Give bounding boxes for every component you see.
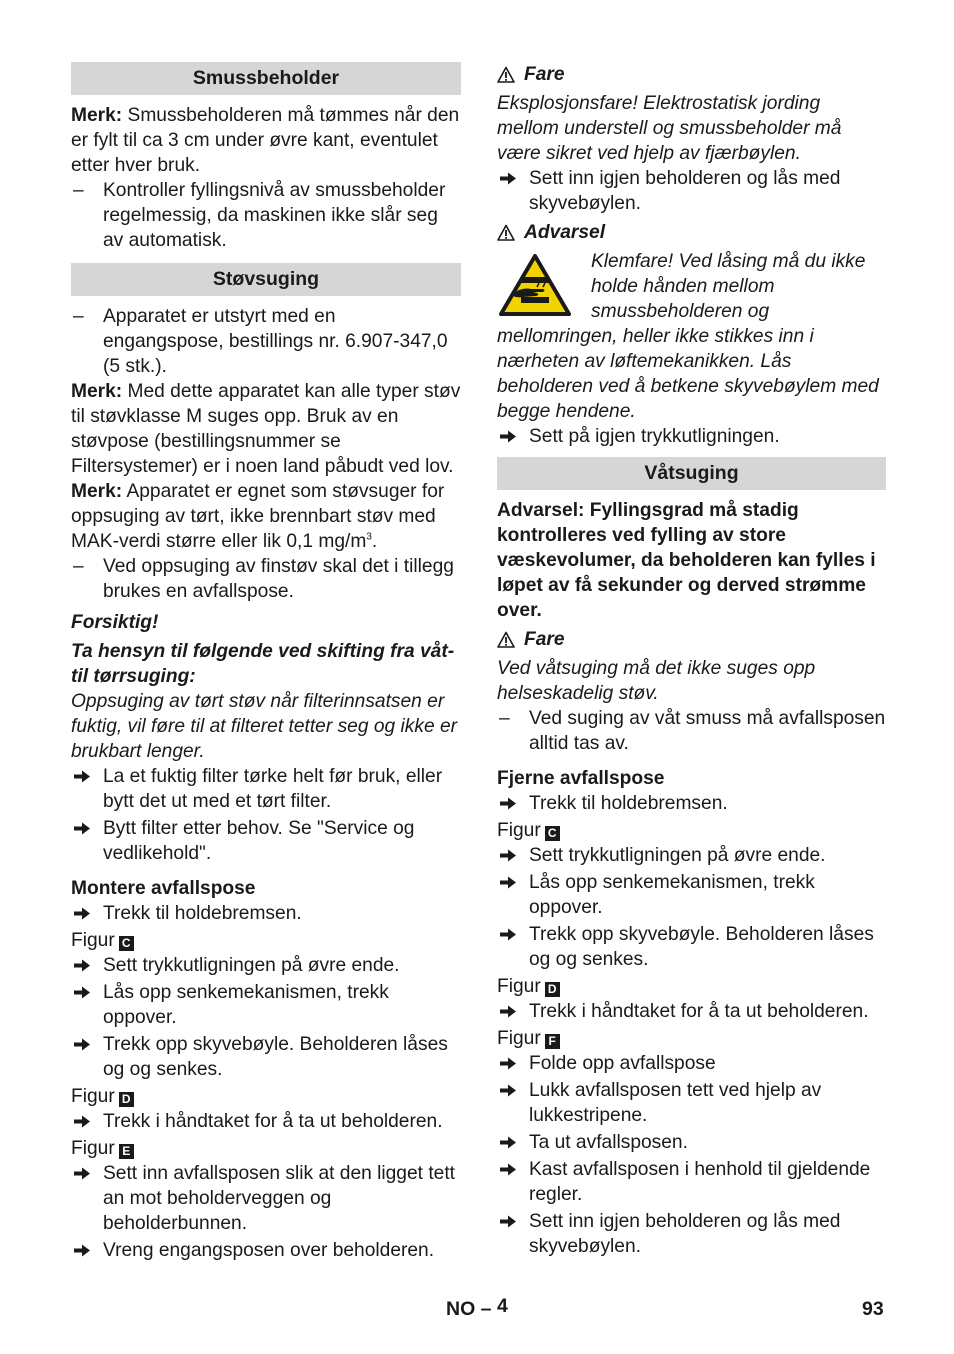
figure-label: Figur bbox=[497, 820, 541, 841]
arrow-item bbox=[497, 870, 886, 920]
warning-triangle-icon bbox=[497, 631, 515, 648]
section-heading-vatsuging: Våtsuging bbox=[497, 457, 886, 490]
page-number: 93 bbox=[862, 1298, 884, 1320]
arrow-icon bbox=[73, 769, 91, 784]
figure-label: Figur bbox=[497, 1028, 541, 1049]
arrow-item-text: Sett trykkutligningen på øvre ende. bbox=[103, 955, 400, 976]
arrow-item bbox=[71, 901, 461, 926]
arrow-icon bbox=[499, 429, 517, 444]
arrow-icon bbox=[73, 1037, 91, 1052]
arrow-icon bbox=[499, 171, 517, 186]
arrow-item bbox=[497, 999, 886, 1024]
arrow-icon bbox=[499, 848, 517, 863]
figure-ref bbox=[497, 1026, 886, 1051]
danger-label bbox=[497, 62, 886, 87]
arrow-item-text: Trekk opp skyvebøyle. Beholderen låses og og senkes. bbox=[529, 924, 874, 970]
arrow-item bbox=[497, 1157, 886, 1207]
arrow-icon bbox=[499, 927, 517, 942]
arrow-item bbox=[71, 953, 461, 978]
danger-label-text: Fare bbox=[524, 629, 565, 650]
note-stovklasse bbox=[71, 379, 461, 479]
arrow-item bbox=[497, 1130, 886, 1155]
section-heading-smussbeholder: Smussbeholder bbox=[71, 62, 461, 95]
warning-label-text: Advarsel bbox=[524, 222, 606, 243]
figure-ref bbox=[71, 928, 461, 953]
figure-ref bbox=[71, 1136, 461, 1161]
arrow-icon bbox=[73, 1114, 91, 1129]
crush-warning-text: Klemfare! Ved låsing må du ikke holde hånden mellom smussbeholderen og mellomringen, heller ikke stikkes inn i nærheten av løftemekanikken. Lås beholderen ved å betkene skyvebøylem med begge hendene. bbox=[497, 251, 879, 422]
note-text: Smussbeholderen må tømmes når den er fylt til ca 3 cm under øvre kant, eventulet etter hver bruk. bbox=[71, 105, 460, 176]
dash-item: – Ved oppsuging av finstøv skal det i tillegg brukes en avfallspose. bbox=[71, 554, 461, 604]
wet-vac-warning: Advarsel: Fyllingsgrad må stadig kontrolleres ved fylling av store væskevolumer, da beholderen kan fylles i løpet av få sekunder og derved strømme over. bbox=[497, 500, 876, 621]
arrow-icon bbox=[499, 1004, 517, 1019]
note-label: Merk: bbox=[71, 381, 123, 402]
hand-crush-hazard-icon bbox=[499, 253, 571, 317]
figure-letter-d: D bbox=[119, 1092, 134, 1107]
arrow-icon bbox=[499, 796, 517, 811]
arrow-icon bbox=[499, 1083, 517, 1098]
arrow-item bbox=[71, 980, 461, 1030]
arrow-icon bbox=[499, 1135, 517, 1150]
figure-letter-d: D bbox=[545, 982, 560, 997]
note-label: Merk: bbox=[71, 481, 123, 502]
separator: – bbox=[475, 1298, 497, 1320]
arrow-icon bbox=[73, 1166, 91, 1181]
arrow-item-text: Sett inn igjen beholderen og lås med skyvebøylen. bbox=[529, 1211, 841, 1257]
note-label: Merk: bbox=[71, 105, 123, 126]
figure-ref bbox=[497, 974, 886, 999]
dash-item: – Ved suging av våt smuss må avfallsposen alltid tas av. bbox=[497, 706, 886, 756]
danger-label-text: Fare bbox=[524, 64, 565, 85]
arrow-item-text: Lås opp senkemekanismen, trekk oppover. bbox=[529, 872, 815, 918]
superscript: 3 bbox=[366, 531, 372, 543]
arrow-item-text: Sett inn igjen beholderen og lås med skyvebøylen. bbox=[529, 168, 841, 214]
arrow-icon bbox=[499, 875, 517, 890]
note-smussbeholder bbox=[71, 103, 461, 178]
warning-triangle-icon bbox=[497, 66, 515, 83]
arrow-item bbox=[497, 1209, 886, 1259]
figure-label: Figur bbox=[71, 930, 115, 951]
note-end: . bbox=[371, 531, 378, 552]
arrow-icon bbox=[73, 958, 91, 973]
arrow-icon bbox=[73, 821, 91, 836]
arrow-item bbox=[71, 764, 461, 814]
arrow-item-text: Sett inn avfallsposen slik at den ligget tett an mot beholderveggen og beholderbunnen. bbox=[103, 1163, 455, 1234]
arrow-icon bbox=[73, 985, 91, 1000]
figure-label: Figur bbox=[71, 1086, 115, 1107]
arrow-item-text: Trekk opp skyvebøyle. Beholderen låses og og senkes. bbox=[103, 1034, 448, 1080]
arrow-item-text: Folde opp avfallspose bbox=[529, 1053, 716, 1074]
arrow-item bbox=[497, 1078, 886, 1128]
note-text: Apparatet er egnet som støvsuger for oppsuging av tørt, ikke brennbart støv med MAK-verdi større eller lik 0,1 mg/m bbox=[71, 481, 445, 552]
arrow-item bbox=[497, 922, 886, 972]
arrow-item bbox=[71, 1109, 461, 1134]
figure-letter-f: F bbox=[545, 1034, 560, 1049]
figure-ref bbox=[71, 1084, 461, 1109]
language-code: NO bbox=[446, 1298, 476, 1320]
danger-label bbox=[497, 627, 886, 652]
figure-label: Figur bbox=[71, 1138, 115, 1159]
arrow-item bbox=[497, 424, 886, 449]
arrow-item bbox=[497, 791, 886, 816]
caution-label: Forsiktig! bbox=[71, 612, 159, 633]
figure-letter-c: C bbox=[119, 936, 134, 951]
arrow-icon bbox=[499, 1214, 517, 1229]
section-number: 4 bbox=[496, 1295, 508, 1317]
left-column bbox=[71, 62, 461, 1263]
figure-letter-e: E bbox=[119, 1144, 134, 1159]
arrow-item-text: Vreng engangsposen over beholderen. bbox=[103, 1240, 435, 1261]
subheading-fjerne: Fjerne avfallspose bbox=[497, 768, 665, 789]
arrow-item bbox=[497, 1051, 886, 1076]
arrow-icon bbox=[73, 906, 91, 921]
crush-warning-block bbox=[497, 249, 886, 424]
arrow-item-text: Lås opp senkemekanismen, trekk oppover. bbox=[103, 982, 389, 1028]
figure-ref bbox=[497, 818, 886, 843]
arrow-item-text: Kast avfallsposen i henhold til gjeldende regler. bbox=[529, 1159, 871, 1205]
arrow-item bbox=[71, 816, 461, 866]
arrow-item-text: Trekk i håndtaket for å ta ut beholderen. bbox=[529, 1001, 869, 1022]
dash-item: – Apparatet er utstyrt med en engangspose, bestillings nr. 6.907-347,0 (5 stk.). bbox=[71, 304, 461, 379]
figure-letter-c: C bbox=[545, 826, 560, 841]
arrow-item-text: Ta ut avfallsposen. bbox=[529, 1132, 688, 1153]
figure-label: Figur bbox=[497, 976, 541, 997]
right-column bbox=[497, 62, 886, 1259]
arrow-item bbox=[497, 843, 886, 868]
arrow-item bbox=[71, 1032, 461, 1082]
arrow-item bbox=[497, 166, 886, 216]
arrow-item-text: Trekk i håndtaket for å ta ut beholderen. bbox=[103, 1111, 443, 1132]
note-text: Med dette apparatet kan alle typer støv til støvklasse M suges opp. Bruk av en støvpose (bestillingsnummer se Filtersystemer) er i noen land påbudt ved lov. bbox=[71, 381, 461, 477]
arrow-item-text: Bytt filter etter behov. Se "Service og vedlikehold". bbox=[103, 818, 415, 864]
warning-triangle-icon bbox=[497, 224, 515, 241]
subheading-montere: Montere avfallspose bbox=[71, 878, 256, 899]
section-heading-stovsuging: Støvsuging bbox=[71, 263, 461, 296]
note-mak bbox=[71, 479, 461, 554]
arrow-icon bbox=[499, 1056, 517, 1071]
danger-text: Eksplosjonsfare! Elektrostatisk jording mellom understell og smussbeholder må være sikret ved hjelp av fjærbøylen. bbox=[497, 93, 842, 164]
caution-text: Oppsuging av tørt støv når filterinnsatsen er fuktig, vil føre til at filteret tetter seg og ikke er brukbart lenger. bbox=[71, 691, 458, 762]
arrow-item bbox=[71, 1161, 461, 1236]
arrow-icon bbox=[73, 1243, 91, 1258]
dash-item: – Kontroller fyllingsnivå av smussbeholder regelmessig, da maskinen ikke slår seg av automatisk. bbox=[71, 178, 461, 253]
arrow-item-text: La et fuktig filter tørke helt før bruk, eller bytt det ut med et tørt filter. bbox=[103, 766, 443, 812]
arrow-item-text: Sett på igjen trykkutligningen. bbox=[529, 426, 780, 447]
arrow-item-text: Trekk til holdebremsen. bbox=[103, 903, 302, 924]
arrow-item-text: Sett trykkutligningen på øvre ende. bbox=[529, 845, 826, 866]
arrow-item bbox=[71, 1238, 461, 1263]
arrow-item-text: Lukk avfallsposen tett ved hjelp av lukkestripene. bbox=[529, 1080, 822, 1126]
caution-heading: Ta hensyn til følgende ved skifting fra våt- til tørrsuging: bbox=[71, 641, 455, 687]
arrow-item-text: Trekk til holdebremsen. bbox=[529, 793, 728, 814]
page-section-marker bbox=[446, 1297, 508, 1322]
danger-text: Ved våtsuging må det ikke suges opp helseskadelig støv. bbox=[497, 658, 816, 704]
arrow-icon bbox=[499, 1162, 517, 1177]
warning-label bbox=[497, 220, 886, 245]
